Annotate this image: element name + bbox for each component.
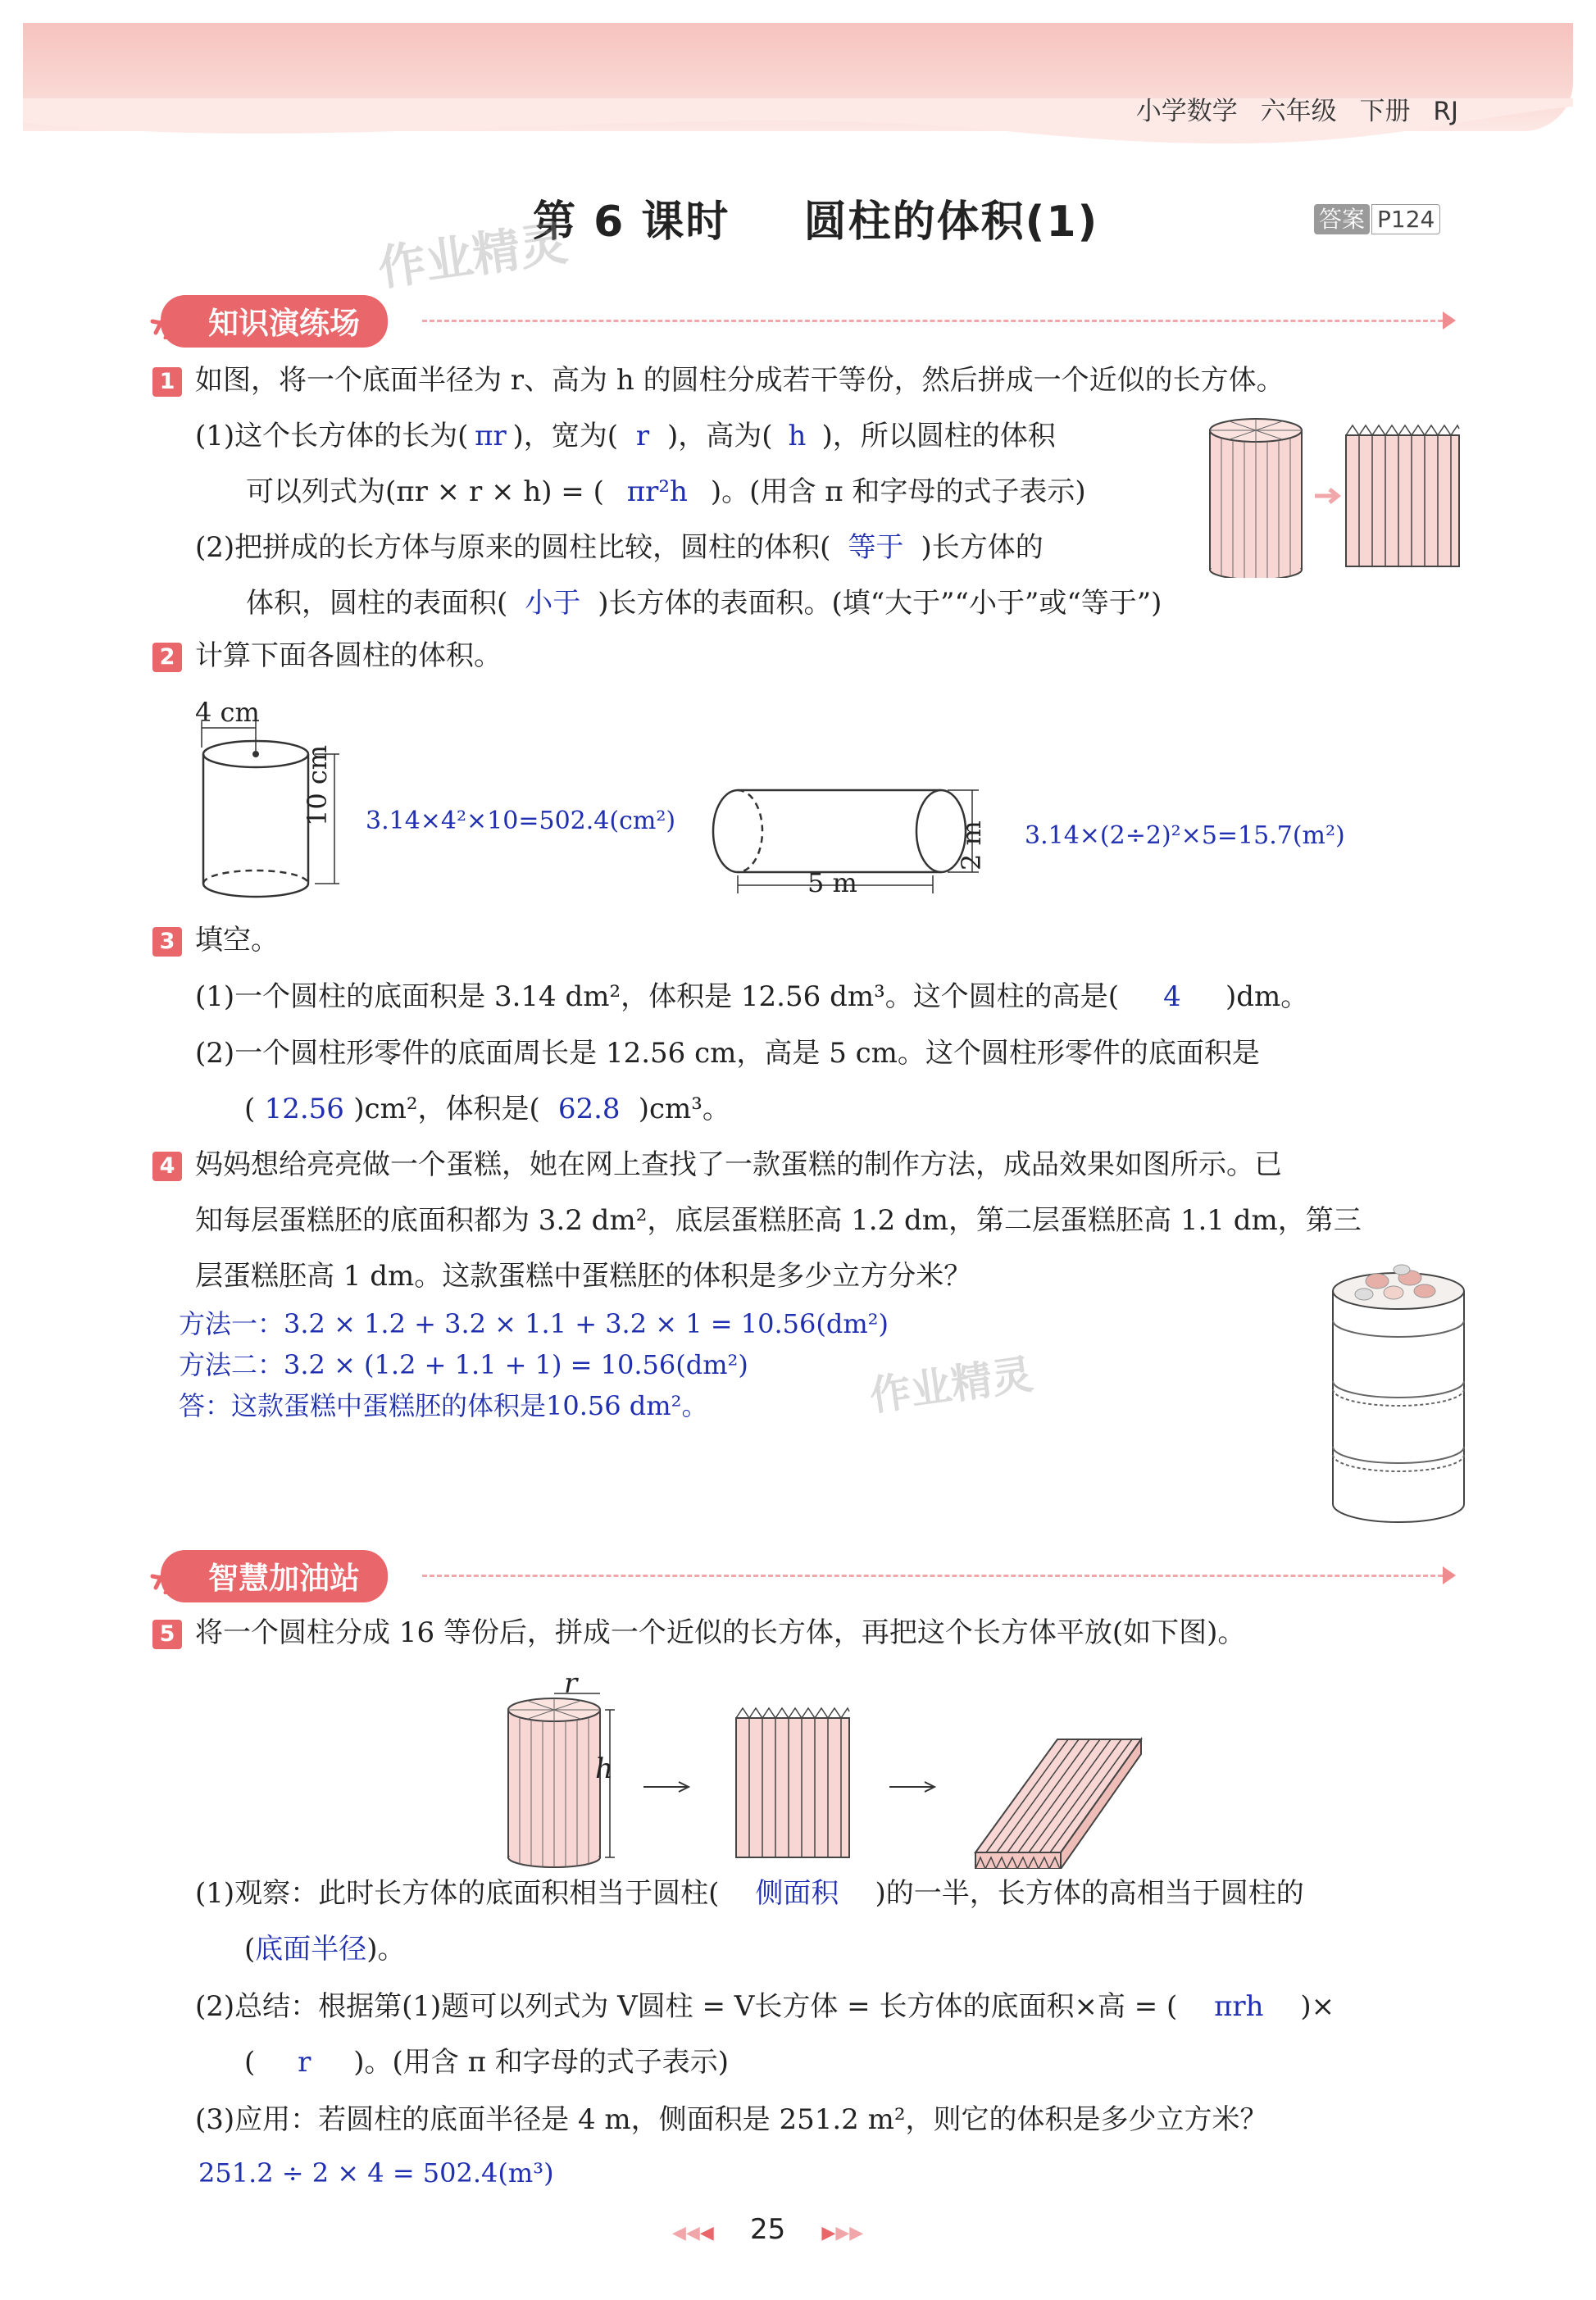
text: 体积，圆柱的表面积(	[246, 587, 508, 620]
section-divider	[422, 1575, 1443, 1577]
text: )长方体的表面积。(填“大于”“小于”或“等于”)	[598, 587, 1162, 620]
next-arrow-icon: ▶	[821, 2223, 836, 2243]
q1-answer-length: πr	[475, 420, 507, 452]
section-divider	[422, 320, 1443, 322]
q2-c1-answer: 3.14×4²×10=502.4(cm²)	[366, 807, 676, 835]
text: )，高为(	[666, 420, 773, 452]
section-arrow-icon	[1443, 311, 1456, 330]
page-number: 25	[749, 2213, 786, 2246]
q1-part2-line1	[195, 531, 1044, 565]
q5-label-radius: r	[564, 1667, 578, 1700]
volume-label: 下册	[1359, 97, 1411, 126]
question-number: 1	[152, 367, 182, 397]
text: )，宽为(	[512, 420, 618, 452]
text: )cm³。	[638, 1093, 730, 1125]
q5-answer-volume: 251.2 ÷ 2 × 4 = 502.4(m³)	[198, 2157, 554, 2189]
q3-answer-base-area: 12.56	[264, 1093, 344, 1125]
q4-answer: 答：这款蛋糕中蛋糕胚的体积是10.56 dm²。	[179, 1390, 708, 1421]
question-number: 3	[152, 927, 182, 957]
text: )。(用含 π 和字母的式子表示)	[710, 475, 1086, 508]
question-number: 4	[152, 1152, 182, 1181]
q4-stem-line2: 知每层蛋糕胚的底面积都为 3.2 dm²，底层蛋糕胚高 1.2 dm，第二层蛋糕胚高 1.1 dm，第三	[195, 1204, 1362, 1237]
grade-label: 六年级	[1260, 97, 1337, 126]
q5-part2-line1	[195, 1990, 1335, 2024]
section-arrow-icon	[1443, 1566, 1456, 1584]
text: )的一半，长方体的高相当于圆柱的	[875, 1877, 1304, 1910]
answer-reference	[1314, 202, 1440, 234]
question-number: 2	[152, 643, 182, 672]
q5-part3: (3)应用：若圆柱的底面半径是 4 m，侧面积是 251.2 m²，则它的体积是多少立方米？	[195, 2103, 1268, 2136]
q3-part2-line1: (2)一个圆柱形零件的底面周长是 12.56 cm，高是 5 cm。这个圆柱形零件的底面积是	[195, 1037, 1260, 1070]
text: (1)这个长方体的长为(	[195, 420, 469, 452]
q5-answer-lateral-area: 侧面积	[755, 1877, 839, 1910]
q3-stem: 填空。	[195, 924, 279, 957]
text: (1)一个圆柱的底面积是 3.14 dm²，体积是 12.56 dm³。这个圆柱的高是(	[195, 980, 1119, 1013]
watermark: 作业精灵	[375, 215, 571, 297]
text: 可以列式为(πr × r × h) = (	[246, 475, 604, 508]
q5-answer-base-area: πrh	[1214, 1990, 1264, 2023]
prev-arrow-icon: ◀	[672, 2223, 686, 2243]
q5-part2-line2	[244, 2046, 729, 2080]
q2-c2-length: 5 m	[807, 867, 857, 898]
text: )，所以圆柱的体积	[821, 420, 1056, 452]
q2-c1-diameter: 4 cm	[195, 697, 260, 728]
q1-cylinder-figure	[1205, 414, 1467, 578]
text: )。	[366, 1933, 406, 1966]
q2-c1-height: 10 cm	[302, 744, 333, 826]
section-title-bonus: 智慧加油站	[161, 1550, 388, 1602]
q3-answer-volume: 62.8	[557, 1093, 621, 1125]
lesson-topic: 圆柱的体积(1)	[803, 198, 1099, 247]
q5-part1-line1	[195, 1877, 1304, 1911]
text: (1)观察：此时长方体的底面积相当于圆柱(	[195, 1877, 720, 1910]
answer-page: P124	[1371, 204, 1440, 234]
q1-answer-volume: πr²h	[626, 475, 688, 508]
q4-stem-line3: 层蛋糕胚高 1 dm。这款蛋糕中蛋糕胚的体积是多少立方分米？	[195, 1260, 972, 1293]
q2-c2-answer: 3.14×(2÷2)²×5=15.7(m²)	[1025, 821, 1345, 850]
q5-answer-base-radius: 底面半径	[255, 1933, 367, 1966]
q3-answer-height: 4	[1163, 980, 1181, 1013]
q5-answer-height: r	[298, 2046, 311, 2079]
q1-answer-compare-area: 小于	[525, 587, 581, 620]
q4-method2: 方法二：3.2 × (1.2 + 1.1 + 1) = 10.56(dm²)	[179, 1349, 748, 1380]
section-title-practice: 知识演练场	[161, 295, 388, 348]
q1-answer-width: r	[635, 420, 650, 452]
q1-part1-line1	[195, 420, 1056, 453]
text: (	[244, 2046, 256, 2079]
q5-part1-line2	[244, 1933, 406, 1966]
q5-stem: 将一个圆柱分成 16 等份后，拼成一个近似的长方体，再把这个长方体平放(如下图)。	[195, 1616, 1246, 1649]
question-number: 5	[152, 1620, 182, 1649]
text: (2)把拼成的长方体与原来的圆柱比较，圆柱的体积(	[195, 531, 831, 564]
edition-label: RJ	[1433, 97, 1458, 126]
page-footer	[672, 2213, 863, 2246]
answer-label: 答案	[1314, 204, 1370, 234]
prev-arrow-icon: ◀	[685, 2223, 700, 2243]
q2-c2-diameter: 2 m	[956, 820, 987, 870]
page-title	[533, 187, 1098, 248]
text: )。(用含 π 和字母的式子表示)	[353, 2046, 730, 2079]
watermark-2: 作业精灵	[866, 1350, 1036, 1420]
text: )cm²，体积是(	[353, 1093, 540, 1125]
q5-label-height: h	[595, 1752, 613, 1785]
book-info	[1136, 90, 1458, 127]
text: (	[244, 1093, 256, 1125]
q1-answer-height: h	[788, 420, 807, 452]
prev-arrow-icon: ◀	[699, 2223, 714, 2243]
subject-label: 小学数学	[1135, 97, 1238, 126]
q3-part2-line2	[244, 1093, 730, 1126]
text: (	[244, 1933, 256, 1966]
q1-part2-line2	[246, 587, 1162, 620]
q4-method1: 方法一：3.2 × 1.2 + 3.2 × 1.1 + 3.2 × 1 = 10.56(dm²)	[179, 1308, 889, 1339]
text: )dm。	[1225, 980, 1309, 1013]
q3-part1	[195, 980, 1308, 1014]
lesson-number: 第 6 课时	[533, 198, 730, 247]
text: )×	[1300, 1990, 1335, 2023]
q4-stem-line1: 妈妈想给亮亮做一个蛋糕，她在网上查找了一款蛋糕的制作方法，成品效果如图所示。已	[195, 1148, 1282, 1181]
q1-stem: 如图，将一个底面半径为 r、高为 h 的圆柱分成若干等份，然后拼成一个近似的长方体。	[195, 364, 1285, 397]
q2-stem: 计算下面各圆柱的体积。	[195, 639, 502, 672]
q4-cake-figure	[1320, 1258, 1476, 1529]
next-arrow-icon: ▶	[835, 2223, 850, 2243]
text: (2)总结：根据第(1)题可以列式为 V圆柱 = V长方体 = 长方体的底面积×高 = (	[195, 1990, 1178, 2023]
text: )长方体的	[921, 531, 1044, 564]
q1-part1-line2	[246, 475, 1086, 509]
next-arrow-icon: ▶	[849, 2223, 864, 2243]
q1-answer-compare-volume: 等于	[848, 531, 904, 564]
